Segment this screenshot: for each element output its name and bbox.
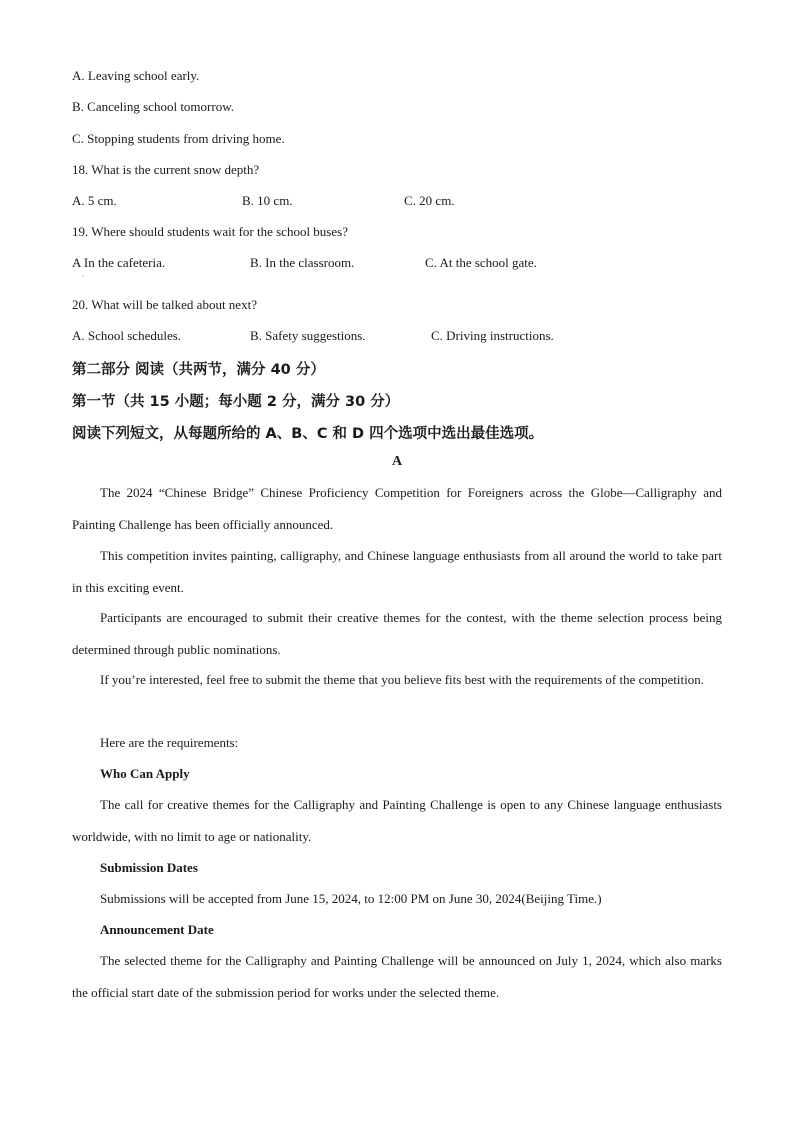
section-1-heading: 第一节（共 15 小题；每小题 2 分，满分 30 分） <box>72 394 400 410</box>
passage-paragraph-2: This competition invites painting, calligraphy, and Chinese language enthusiasts from all around the world to take part in this exciting event. <box>72 548 722 595</box>
q17-option-c: C. Stopping students from driving home. <box>72 131 285 146</box>
passage-paragraph-1: The 2024 “Chinese Bridge” Chinese Proficiency Competition for Foreigners across the Globe—Calligraphy and Painting Challenge has been officially announced. <box>72 485 722 532</box>
q17-option-b: B. Canceling school tomorrow. <box>72 99 234 114</box>
passage-paragraph-4: If you’re interested, feel free to submit the theme that you believe fits best with the requirements of the competition. <box>100 672 704 687</box>
q18-stem: 18. What is the current snow depth? <box>72 162 260 177</box>
q20-option-b: B. Safety suggestions. <box>250 328 366 343</box>
q19-option-c: C. At the school gate. <box>425 255 537 270</box>
passage-label: A <box>391 454 403 469</box>
section-instruction: 阅读下列短文，从每题所给的 A、B、C 和 D 四个选项中选出最佳选项。 <box>72 426 544 442</box>
q18-option-a: A. 5 cm. <box>72 193 117 208</box>
stray-dot: · <box>82 272 85 281</box>
q18-option-b: B. 10 cm. <box>242 193 293 208</box>
passage-paragraph-3: Participants are encouraged to submit their creative themes for the contest, with the theme selection process being determined through public nominations. <box>72 610 722 657</box>
passage-paragraph-6: The call for creative themes for the Calligraphy and Painting Challenge is open to any Chinese language enthusiasts worldwide, with no limit to age or nationality. <box>72 797 722 844</box>
heading-who-can-apply: Who Can Apply <box>100 766 190 781</box>
q19-option-b: B. In the classroom. <box>250 255 355 270</box>
q20-option-a: A. School schedules. <box>72 328 182 343</box>
q20-option-c: C. Driving instructions. <box>431 328 554 343</box>
heading-announcement-date: Announcement Date <box>100 922 214 937</box>
q19-stem: 19. Where should students wait for the school buses? <box>72 224 348 239</box>
passage-paragraph-5: Here are the requirements: <box>100 735 239 750</box>
q19-option-a: A In the cafeteria. <box>72 255 166 270</box>
passage-paragraph-8: The selected theme for the Calligraphy and Painting Challenge will be announced on July 1, 2024, which also marks the official start date of the submission period for works under the selected theme. <box>72 953 722 1000</box>
q20-stem: 20. What will be talked about next? <box>72 297 257 312</box>
heading-submission-dates: Submission Dates <box>100 860 198 875</box>
q17-option-a: A. Leaving school early. <box>72 68 200 83</box>
passage-paragraph-7: Submissions will be accepted from June 15, 2024, to 12:00 PM on June 30, 2024(Beijing Time.) <box>100 891 602 906</box>
q18-option-c: C. 20 cm. <box>404 193 455 208</box>
section-part2-heading: 第二部分 阅读（共两节，满分 40 分） <box>72 362 325 378</box>
